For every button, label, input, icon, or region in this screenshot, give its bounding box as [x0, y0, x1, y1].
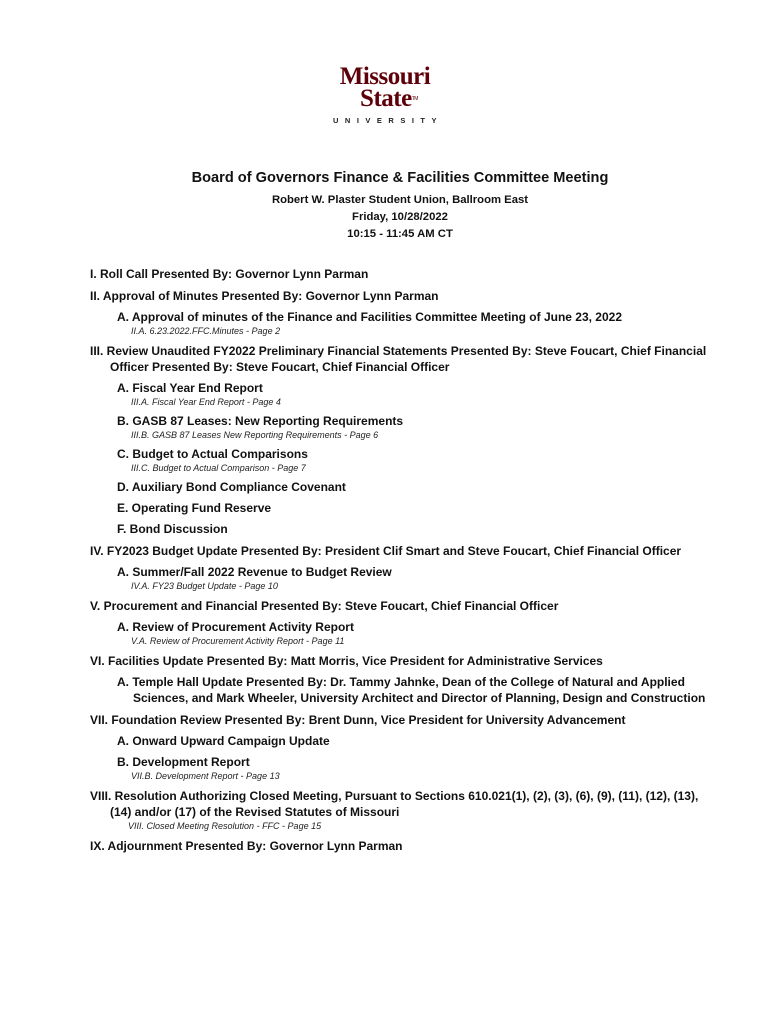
document-link[interactable]: III.B. GASB 87 Leases New Reporting Requirements - Page 6	[131, 430, 379, 440]
meeting-location: Robert W. Plaster Student Union, Ballroom East	[271, 194, 529, 206]
agenda-subitem	[117, 619, 710, 647]
document-link[interactable]: III.C. Budget to Actual Comparison - Page 7	[131, 463, 306, 473]
agenda-subitem-title: A. Temple Hall Update Presented By: Dr. Tammy Jahnke, Dean of the College of Natural and Applied Sciences, and Mark Wheeler, University Architect and Director of Planning, Design and Construction	[117, 675, 706, 705]
agenda-subitem	[117, 674, 710, 706]
agenda-item-closed-meeting	[90, 788, 710, 832]
agenda-subitem-title: D. Auxiliary Bond Compliance Covenant	[117, 480, 346, 494]
agenda-subitem	[117, 521, 710, 537]
document-link[interactable]: VII.B. Development Report - Page 13	[131, 771, 280, 781]
document-link[interactable]: VIII. Closed Meeting Resolution - FFC - Page 15	[128, 821, 322, 831]
agenda-subitem-title: A. Onward Upward Campaign Update	[117, 734, 330, 748]
agenda-subitem-title: A. Summer/Fall 2022 Revenue to Budget Review	[117, 565, 392, 579]
agenda-subitem-title: A. Review of Procurement Activity Report	[117, 620, 354, 634]
agenda-subitem	[117, 380, 710, 408]
logo-missouri: Missouri	[339, 63, 431, 90]
agenda-subitem	[117, 413, 710, 441]
agenda-item-title: VII. Foundation Review Presented By: Brent Dunn, Vice President for University Advancement	[90, 713, 626, 727]
agenda-item-title: V. Procurement and Financial Presented By: Steve Foucart, Chief Financial Officer	[90, 599, 559, 613]
agenda-subitem-title: E. Operating Fund Reserve	[117, 501, 272, 515]
agenda-item-roll-call	[90, 266, 710, 282]
agenda-subitem-title: B. GASB 87 Leases: New Reporting Requirements	[117, 414, 404, 428]
agenda-item-title: IX. Adjournment Presented By: Governor Lynn Parman	[90, 839, 403, 853]
agenda-subitem-title: B. Development Report	[117, 755, 250, 769]
document-link[interactable]: V.A. Review of Procurement Activity Report - Page 11	[131, 636, 345, 646]
agenda-subitem	[117, 446, 710, 474]
meeting-title: Board of Governors Finance & Facilities Committee Meeting	[191, 170, 609, 186]
meeting-header	[0, 168, 770, 243]
logo-trademark: TM	[411, 96, 418, 102]
logo-university: UNIVERSITY	[332, 116, 443, 125]
agenda-item-title: I. Roll Call Presented By: Governor Lynn Parman	[90, 267, 369, 281]
agenda-subitem	[117, 309, 710, 337]
agenda-item-adjournment	[90, 838, 710, 854]
logo-state	[4, 85, 770, 112]
agenda-item-facilities	[90, 653, 710, 706]
agenda-item-foundation	[90, 712, 710, 782]
agenda-subitem	[117, 479, 710, 495]
logo-state-text: State	[360, 85, 412, 112]
agenda-subitem-title: C. Budget to Actual Comparisons	[117, 447, 308, 461]
agenda-item-title: IV. FY2023 Budget Update Presented By: President Clif Smart and Steve Foucart, Chief Financial Officer	[90, 544, 682, 558]
agenda-subitem-title: A. Fiscal Year End Report	[117, 381, 263, 395]
agenda-item-approval-of-minutes	[90, 288, 710, 337]
agenda-subitem	[117, 564, 710, 592]
agenda-subitem-title: A. Approval of minutes of the Finance and Facilities Committee Meeting of June 23, 2022	[117, 310, 622, 324]
document-link[interactable]: IV.A. FY23 Budget Update - Page 10	[131, 581, 278, 591]
agenda-item-title: II. Approval of Minutes Presented By: Governor Lynn Parman	[90, 289, 439, 303]
agenda-item-title: VIII. Resolution Authorizing Closed Meeting, Pursuant to Sections 610.021(1), (2), (3), (6), (9), (11), (12), (13), (14) and/or (17) of the Revised Statutes of Missouri	[90, 789, 699, 819]
agenda-subitem	[117, 500, 710, 516]
agenda-item-financial-statements	[90, 343, 710, 537]
agenda-subitem	[117, 733, 710, 749]
agenda-list	[90, 266, 710, 860]
agenda-item-title: VI. Facilities Update Presented By: Matt Morris, Vice President for Administrative Services	[90, 654, 603, 668]
document-link[interactable]: III.A. Fiscal Year End Report - Page 4	[131, 397, 281, 407]
university-logo	[0, 63, 770, 125]
meeting-time: 10:15 - 11:45 AM CT	[347, 228, 453, 240]
agenda-item-budget-update	[90, 543, 710, 592]
document-link[interactable]: II.A. 6.23.2022.FFC.Minutes - Page 2	[131, 326, 281, 336]
agenda-subitem	[117, 754, 710, 782]
agenda-subitem-title: F. Bond Discussion	[117, 522, 228, 536]
agenda-item-procurement	[90, 598, 710, 647]
agenda-item-title: III. Review Unaudited FY2022 Preliminary Financial Statements Presented By: Steve Foucart, Chief Financial Officer Presented By: Steve Foucart, Chief Financial Officer	[90, 344, 707, 374]
meeting-date: Friday, 10/28/2022	[352, 211, 448, 223]
